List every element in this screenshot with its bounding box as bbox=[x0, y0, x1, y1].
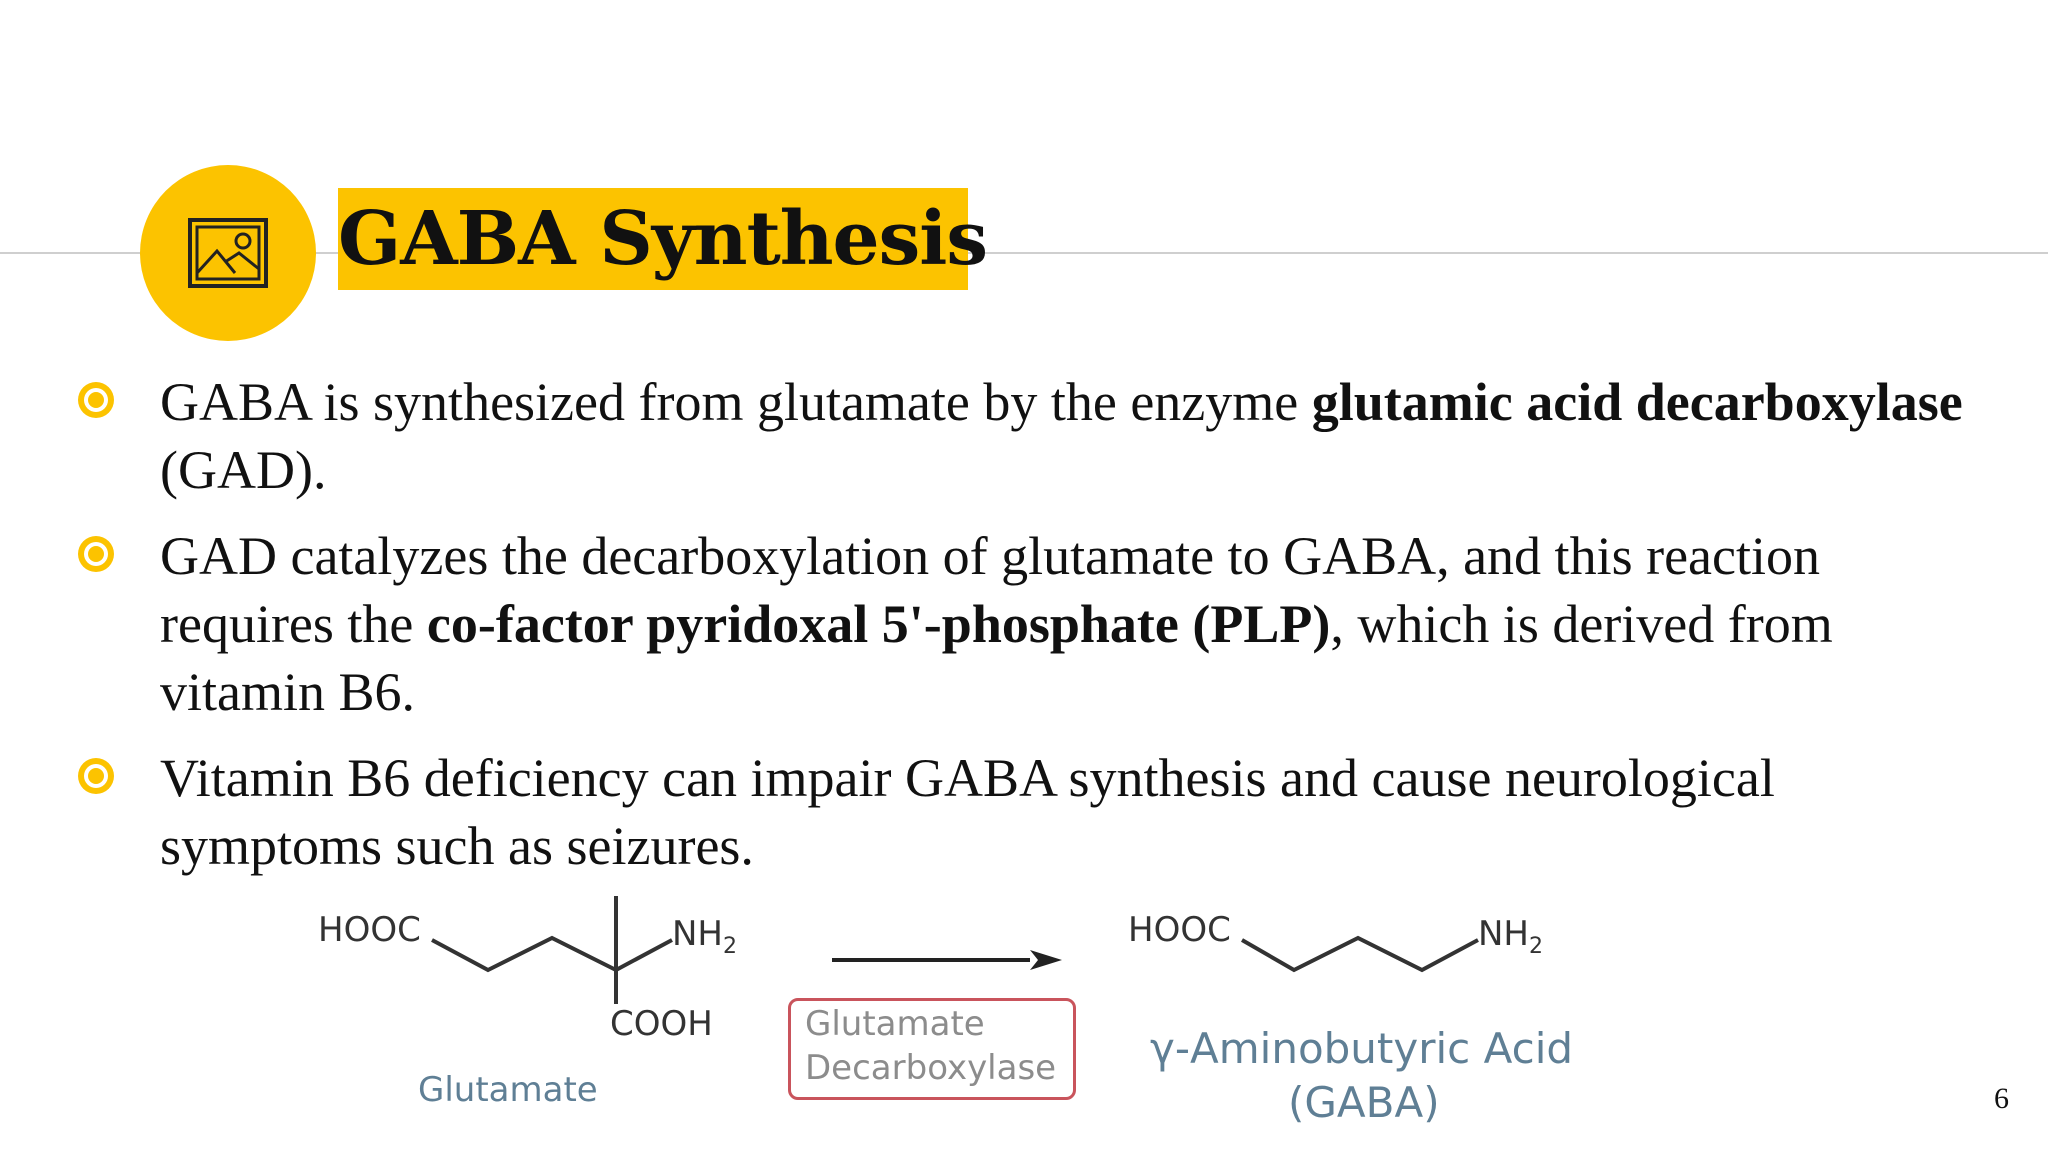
bullet-item bbox=[70, 368, 1970, 504]
bullet-item bbox=[70, 744, 1970, 880]
gaba-backbone bbox=[1242, 938, 1478, 970]
gaba-label-line1: γ-Aminobutyric Acid bbox=[1150, 1024, 1574, 1073]
glutamate-nh2: $NH_2$ bbox=[672, 914, 737, 959]
slide-title: GABA Synthesis bbox=[338, 196, 988, 282]
target-circle-icon bbox=[78, 382, 114, 418]
bullet-text: Vitamin B6 deficiency can impair GABA synthesis and cause neurological symptoms such as seizures. bbox=[160, 748, 1775, 876]
target-circle-icon bbox=[78, 536, 114, 572]
bullet-text: , which is derived from vitamin B6. bbox=[160, 594, 1833, 722]
gaba-label-line2: (GABA) bbox=[1288, 1078, 1440, 1127]
reaction-diagram bbox=[160, 896, 1610, 1152]
enzyme-label: Glutamate Decarboxylase bbox=[805, 1004, 1057, 1088]
bullet-text: GAD catalyzes the decarboxylation of glutamate to GABA, and this reaction requires the bbox=[160, 526, 1820, 654]
bullet-text-bold: glutamic acid decarboxylase bbox=[1311, 372, 1963, 432]
glutamate-label: Glutamate bbox=[418, 1070, 598, 1110]
target-circle-icon bbox=[78, 758, 114, 794]
glutamate-hooc: HOOC bbox=[318, 910, 421, 950]
bullet-item bbox=[70, 522, 1970, 726]
glutamate-backbone bbox=[432, 938, 672, 970]
gaba-hooc: HOOC bbox=[1128, 910, 1231, 950]
glutamate-cooh: COOH bbox=[610, 1004, 713, 1044]
bullet-text: (GAD). bbox=[160, 440, 327, 500]
image-icon bbox=[187, 217, 269, 289]
bullet-text-bold: co-factor pyridoxal 5'-phosphate (PLP) bbox=[426, 594, 1331, 654]
page-number: 6 bbox=[1994, 1082, 2009, 1115]
gaba-nh2: $NH_2$ bbox=[1478, 914, 1543, 959]
bullet-text: GABA is synthesized from glutamate by the enzyme bbox=[160, 372, 1312, 432]
title-icon-badge bbox=[140, 165, 316, 341]
reaction-arrow-head bbox=[1030, 950, 1062, 970]
bullet-list bbox=[70, 368, 1970, 898]
